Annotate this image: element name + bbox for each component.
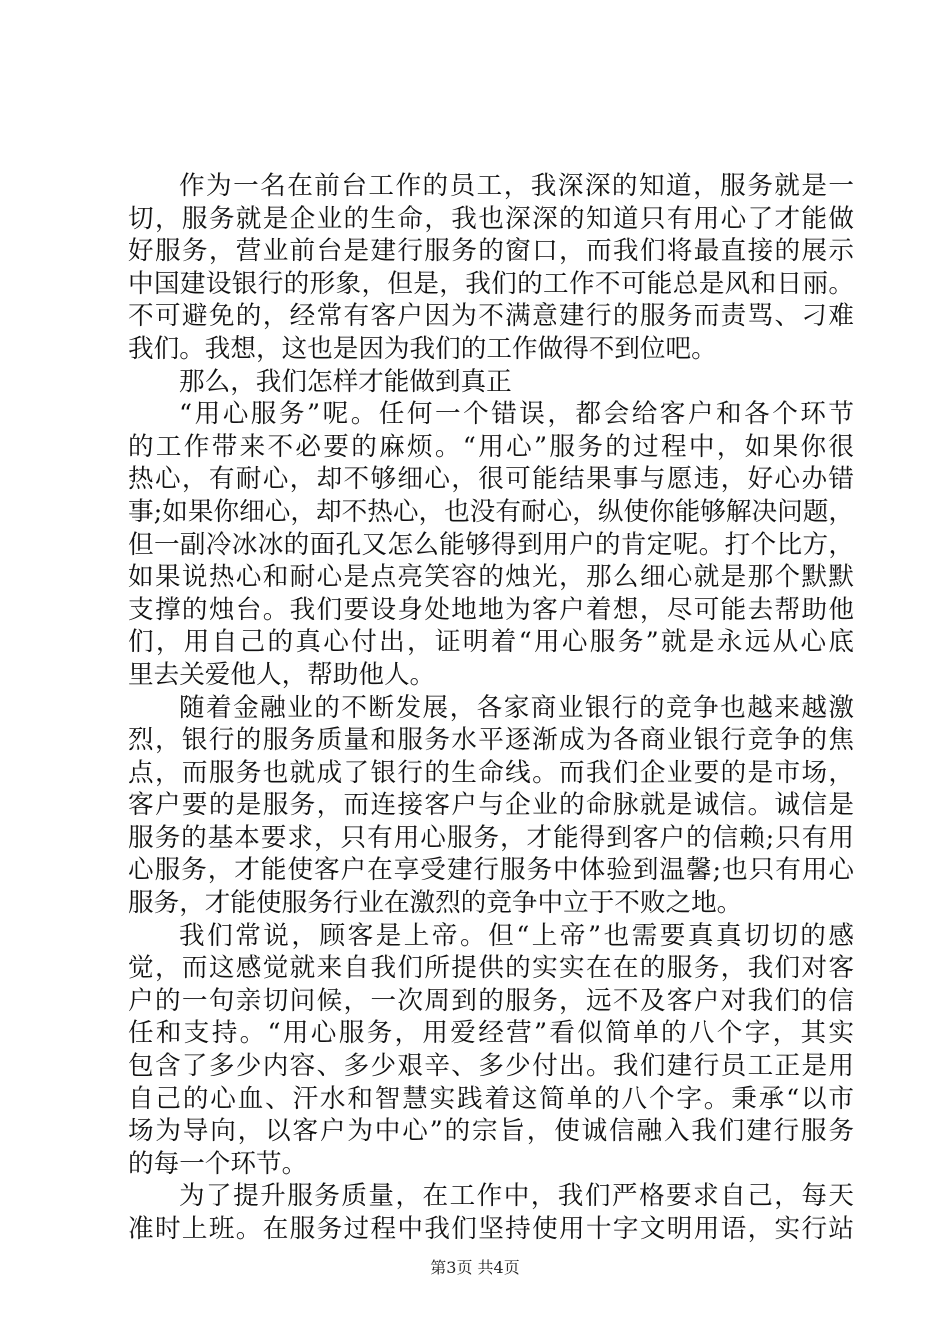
text-line: 随着金融业的不断发展，各家商业银行的竞争也越来越激 bbox=[179, 692, 854, 723]
text-line: 切，服务就是企业的生命，我也深深的知道只有用心了才能做 bbox=[128, 203, 854, 234]
text-line: 但一副冷冰冰的面孔又怎么能够得到用户的肯定呢。打个比方， bbox=[128, 529, 854, 560]
text-line: 觉，而这感觉就来自我们所提供的实实在在的服务，我们对客 bbox=[128, 953, 854, 984]
text-line: 我们。我想，这也是因为我们的工作做得不到位吧。 bbox=[128, 333, 717, 364]
text-line: 户的一句亲切问候，一次周到的服务，远不及客户对我们的信 bbox=[128, 985, 854, 1016]
text-line: 为了提升服务质量，在工作中，我们严格要求自己，每天 bbox=[179, 1181, 854, 1212]
text-line: 那么，我们怎样才能做到真正 bbox=[179, 366, 512, 397]
text-line: 心服务，才能使客户在享受建行服务中体验到温馨;也只有用心 bbox=[128, 855, 854, 886]
text-line: 烈，银行的服务质量和服务水平逐渐成为各商业银行竞争的焦 bbox=[128, 725, 854, 756]
text-line: 作为一名在前台工作的员工，我深深的知道，服务就是一 bbox=[179, 171, 854, 201]
text-line: 的工作带来不必要的麻烦。“用心”服务的过程中，如果你很 bbox=[128, 431, 854, 462]
text-line: 支撑的烛台。我们要设身处地地为客户着想，尽可能去帮助他 bbox=[128, 594, 854, 625]
page-footer: 第3页 共4页 bbox=[430, 1258, 520, 1277]
text-line: 事;如果你细心，却不热心，也没有耐心，纵使你能够解决问题， bbox=[128, 496, 854, 527]
text-line: 服务的基本要求，只有用心服务，才能得到客户的信赖;只有用 bbox=[128, 822, 854, 853]
text-line: 自己的心血、汗水和智慧实践着这简单的八个字。秉承“以市 bbox=[128, 1083, 854, 1114]
text-line: 热心，有耐心，却不够细心，很可能结果事与愿违，好心办错 bbox=[128, 464, 854, 495]
text-line: 中国建设银行的形象，但是，我们的工作不可能总是风和日丽。 bbox=[128, 268, 854, 299]
text-line: 们，用自己的真心付出，证明着“用心服务”就是永远从心底 bbox=[128, 627, 854, 658]
document-body bbox=[128, 170, 854, 1246]
text-line: “用心服务”呢。任何一个错误，都会给客户和各个环节 bbox=[179, 399, 854, 430]
text-line: 的每一个环节。 bbox=[128, 1148, 308, 1179]
text-line: 场为导向，以客户为中心”的宗旨，使诚信融入我们建行服务 bbox=[128, 1116, 854, 1147]
text-line: 客户要的是服务，而连接客户与企业的命脉就是诚信。诚信是 bbox=[128, 790, 854, 821]
text-line: 我们常说，顾客是上帝。但“上帝”也需要真真切切的感 bbox=[179, 920, 854, 951]
text-line: 点，而服务也就成了银行的生命线。而我们企业要的是市场， bbox=[128, 757, 854, 788]
text-line: 包含了多少内容、多少艰辛、多少付出。我们建行员工正是用 bbox=[128, 1051, 854, 1082]
text-line: 里去关爱他人，帮助他人。 bbox=[128, 659, 436, 690]
text-line: 准时上班。在服务过程中我们坚持使用十字文明用语，实行站 bbox=[128, 1214, 854, 1244]
text-line: 如果说热心和耐心是点亮笑容的烛光，那么细心就是那个默默 bbox=[128, 562, 854, 593]
text-line: 好服务，营业前台是建行服务的窗口，而我们将最直接的展示 bbox=[128, 236, 854, 267]
text-line: 服务，才能使服务行业在激烈的竞争中立于不败之地。 bbox=[128, 888, 743, 919]
text-line: 任和支持。“用心服务，用爱经营”看似简单的八个字，其实 bbox=[128, 1018, 854, 1049]
text-line: 不可避免的，经常有客户因为不满意建行的服务而责骂、刁难 bbox=[128, 301, 854, 332]
